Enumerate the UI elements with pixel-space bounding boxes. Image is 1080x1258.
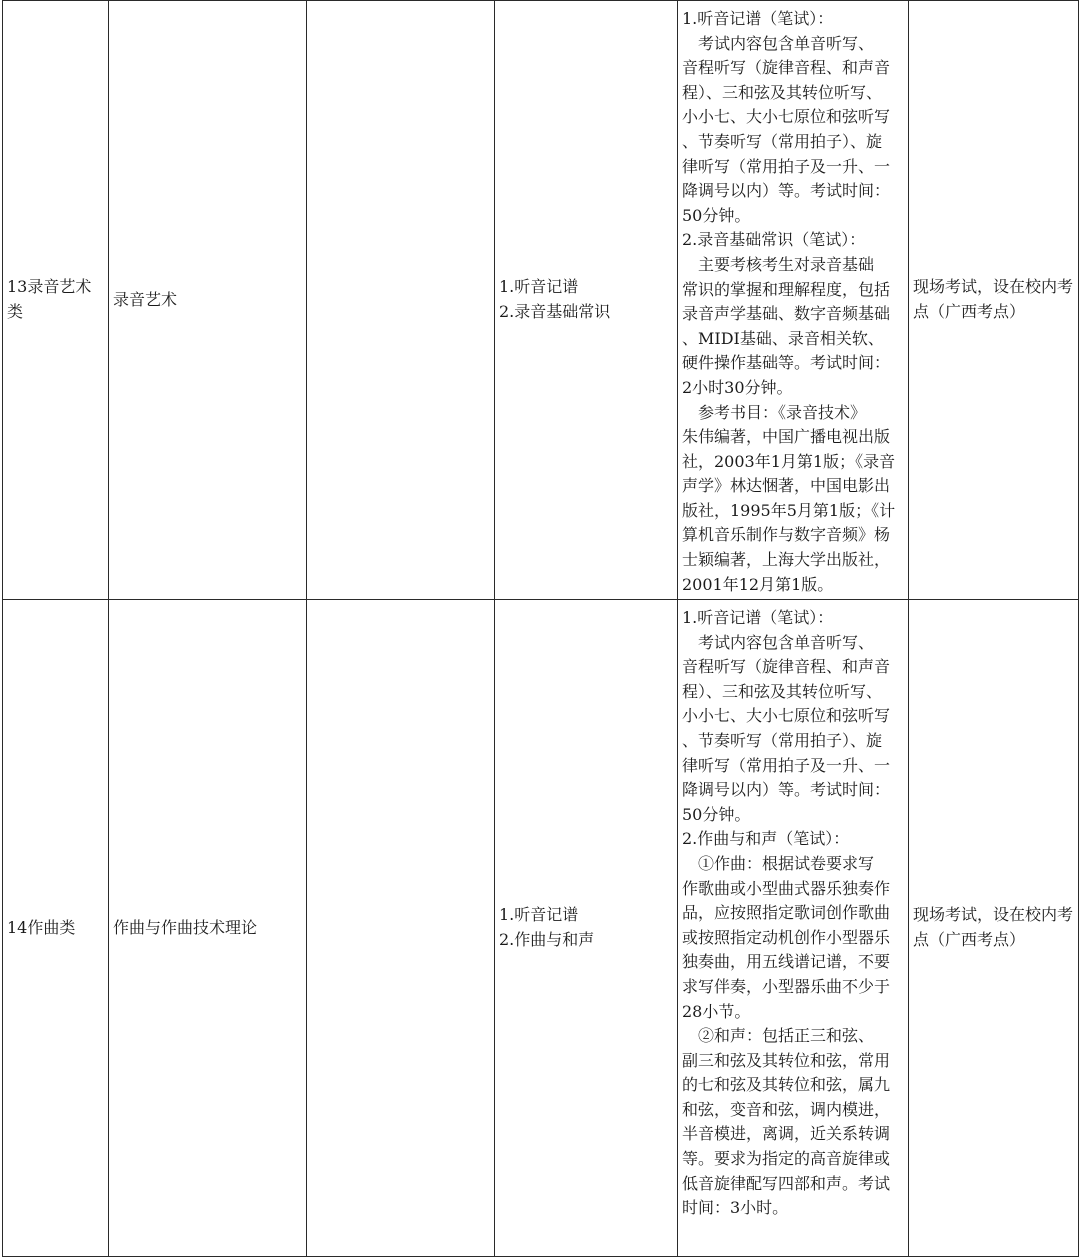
detail-line: 50分钟。 bbox=[682, 804, 751, 824]
detail-line: 小小七、大小七原位和弦听写 bbox=[682, 107, 891, 127]
detail-line: 的七和弦及其转位和弦，属九 bbox=[682, 1075, 891, 1095]
table-row bbox=[3, 1, 1079, 600]
detail-line: 录音声学基础、数字音频基础 bbox=[682, 304, 891, 324]
detail-line: 求写伴奏，小型器乐曲不少于 bbox=[682, 976, 891, 996]
detail-line: 版社，1995年5月第1版；《计 bbox=[682, 500, 896, 520]
detail-line: 、节奏听写（常用拍子）、旋 bbox=[682, 131, 883, 151]
exam-format-text: 现场考试，设在校内考点（广西考点） bbox=[913, 277, 1074, 321]
detail-line: 降调号以内）等。考试时间： bbox=[682, 780, 891, 800]
detail-line: 、节奏听写（常用拍子）、旋 bbox=[682, 730, 883, 750]
detail-line: 音程听写（旋律音程、和声音 bbox=[682, 657, 891, 677]
detail-line: 、MIDI基础、录音相关软、 bbox=[682, 328, 884, 348]
detail-line: 或按照指定动机创作小型器乐 bbox=[682, 927, 891, 947]
table-row bbox=[3, 600, 1079, 1257]
detail-line: 考试内容包含单音听写、 bbox=[682, 632, 875, 652]
detail-line: ②和声：包括正三和弦、 bbox=[682, 1026, 875, 1046]
detail-line: 律听写（常用拍子及一升、一 bbox=[682, 156, 891, 176]
detail-line: 声学》林达悃著，中国电影出 bbox=[682, 476, 891, 496]
detail-line: 朱伟编著，中国广播电视出版 bbox=[682, 427, 891, 447]
subject-item: 1.听音记谱 bbox=[499, 277, 579, 297]
subject-item: 1.听音记谱 bbox=[499, 905, 579, 925]
detail-line: 2001年12月第1版。 bbox=[682, 574, 834, 594]
detail-line: 品，应按照指定歌词创作歌曲 bbox=[682, 903, 891, 923]
category-cell: 13录音艺术类 bbox=[3, 1, 109, 600]
detail-line: 参考书目：《录音技术》 bbox=[682, 402, 867, 422]
detail-line: 考试内容包含单音听写、 bbox=[682, 33, 875, 53]
major-cell: 作曲与作曲技术理论 bbox=[109, 600, 307, 1257]
admission-table bbox=[2, 0, 1079, 1257]
detail-line: 程）、三和弦及其转位听写、 bbox=[682, 681, 883, 701]
subject-item: 2.录音基础常识 bbox=[499, 302, 611, 321]
detail-line: 主要考核考生对录音基础 bbox=[682, 254, 875, 274]
detail-line: 降调号以内）等。考试时间： bbox=[682, 181, 891, 201]
details-cell bbox=[678, 600, 909, 1257]
details-cell bbox=[678, 1, 909, 600]
empty-cell bbox=[307, 600, 495, 1257]
detail-line: 1.听音记谱（笔试）： bbox=[682, 608, 834, 627]
major-cell: 录音艺术 bbox=[109, 1, 307, 600]
detail-line: 社，2003年1月第1版；《录音 bbox=[682, 451, 896, 471]
detail-line: 28小节。 bbox=[682, 1001, 751, 1021]
detail-line: 等。要求为指定的高音旋律或 bbox=[682, 1149, 891, 1169]
detail-line: 音程听写（旋律音程、和声音 bbox=[682, 58, 891, 78]
exam-format-cell bbox=[909, 1, 1079, 600]
detail-line: 律听写（常用拍子及一升、一 bbox=[682, 755, 891, 775]
detail-line: 2.作曲与和声（笔试）： bbox=[682, 829, 850, 849]
detail-line: 常识的掌握和理解程度，包括 bbox=[682, 279, 891, 299]
detail-line: 硬件操作基础等。考试时间： bbox=[682, 353, 891, 373]
category-cell: 14作曲类 bbox=[3, 600, 109, 1257]
subjects-cell bbox=[495, 600, 678, 1257]
detail-line: 算机音乐制作与数字音频》杨 bbox=[682, 525, 891, 545]
detail-line: 程）、三和弦及其转位听写、 bbox=[682, 82, 883, 102]
detail-line: 1.听音记谱（笔试）： bbox=[682, 9, 834, 28]
detail-line: 作歌曲或小型曲式器乐独奏作 bbox=[682, 878, 891, 898]
subject-item: 2.作曲与和声 bbox=[499, 930, 595, 949]
detail-line: 2.录音基础常识（笔试）： bbox=[682, 230, 866, 250]
exam-format-cell bbox=[909, 600, 1079, 1257]
detail-line: 士颖编著，上海大学出版社， bbox=[682, 550, 891, 570]
detail-line: 半音模进，离调，近关系转调 bbox=[682, 1124, 891, 1144]
detail-line: 独奏曲，用五线谱记谱，不要 bbox=[682, 952, 891, 972]
detail-line: 低音旋律配写四部和声。考试 bbox=[682, 1173, 891, 1193]
exam-format-text: 现场考试，设在校内考点（广西考点） bbox=[913, 905, 1074, 949]
detail-line: 50分钟。 bbox=[682, 205, 751, 225]
detail-line: 和弦，变音和弦，调内模进， bbox=[682, 1099, 891, 1119]
subjects-cell bbox=[495, 1, 678, 600]
detail-line: ①作曲：根据试卷要求写 bbox=[682, 853, 875, 873]
detail-line: 2小时30分钟。 bbox=[682, 377, 793, 397]
detail-line: 副三和弦及其转位和弦，常用 bbox=[682, 1050, 891, 1070]
empty-cell bbox=[307, 1, 495, 600]
detail-line: 时间：3小时。 bbox=[682, 1198, 789, 1218]
detail-line: 小小七、大小七原位和弦听写 bbox=[682, 706, 891, 726]
